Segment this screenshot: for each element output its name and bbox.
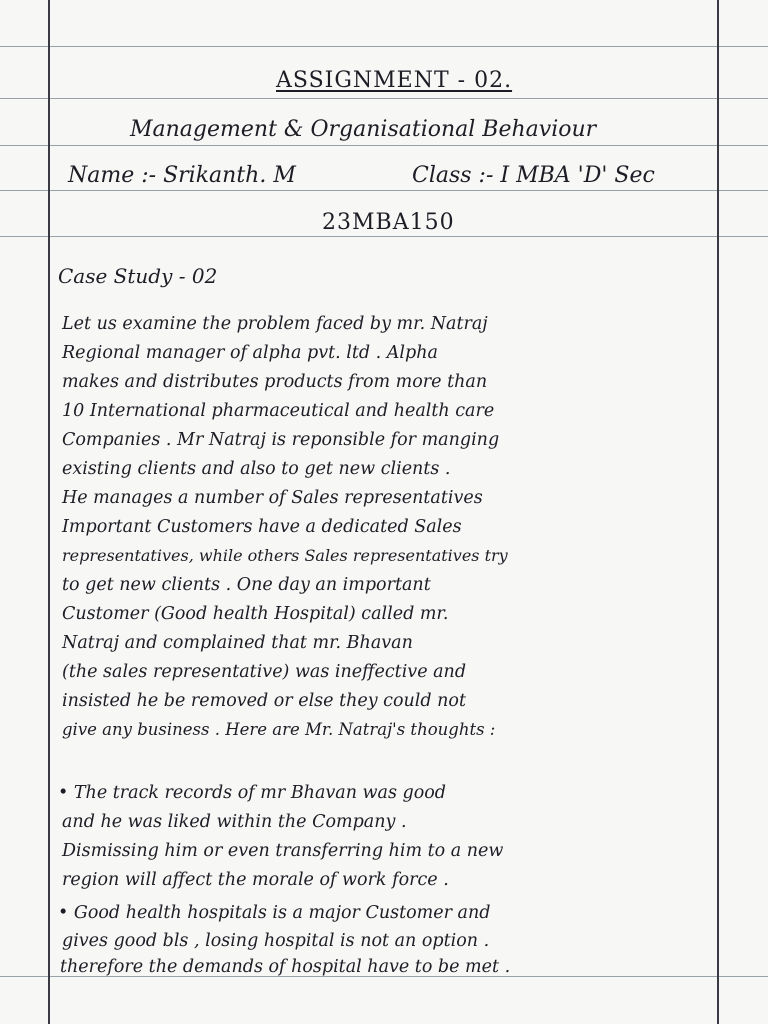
paragraph-line: He manages a number of Sales representatives: [62, 488, 483, 508]
paragraph-line: Regional manager of alpha pvt. ltd . Alpha: [62, 343, 438, 363]
paragraph-line: Companies . Mr Natraj is reponsible for manging: [62, 430, 500, 450]
right-margin-line: [717, 0, 719, 1024]
bullet-line: Dismissing him or even transferring him to a new: [62, 841, 504, 861]
paragraph-line: representatives, while others Sales representatives try: [62, 546, 508, 565]
subject-title: Management & Organisational Behaviour: [130, 117, 597, 142]
ruled-line: [0, 190, 768, 191]
paragraph-line: give any business . Here are Mr. Natraj's thoughts :: [62, 720, 496, 739]
paragraph-line: existing clients and also to get new clients .: [62, 459, 451, 479]
paragraph-line: Let us examine the problem faced by mr. Natraj: [62, 314, 488, 334]
student-class: Class :- I MBA 'D' Sec: [412, 163, 655, 188]
student-name: Name :- Srikanth. M: [68, 163, 296, 188]
ruled-line: [0, 46, 768, 47]
ruled-line: [0, 98, 768, 99]
paragraph-line: makes and distributes products from more than: [62, 372, 488, 392]
paragraph-line: 10 International pharmaceutical and health care: [62, 401, 495, 421]
paragraph-line: insisted he be removed or else they could not: [62, 691, 466, 711]
left-margin-line: [48, 0, 50, 1024]
paragraph-line: Important Customers have a dedicated Sales: [62, 517, 462, 537]
paragraph-line: (the sales representative) was ineffective and: [62, 662, 467, 682]
bullet-line: • Good health hospitals is a major Customer and: [58, 903, 491, 923]
roll-number: 23MBA150: [322, 210, 455, 235]
bullet-line: region will affect the morale of work force .: [62, 870, 449, 890]
bullet-line: • The track records of mr Bhavan was good: [58, 783, 446, 803]
ruled-line: [0, 236, 768, 237]
assignment-title: ASSIGNMENT - 02.: [276, 68, 513, 93]
bullet-line: and he was liked within the Company .: [62, 812, 407, 832]
paragraph-line: Customer (Good health Hospital) called mr.: [62, 604, 449, 624]
bullet-line: gives good bls , losing hospital is not an option .: [62, 931, 490, 951]
paragraph-line: to get new clients . One day an important: [62, 575, 431, 595]
ruled-line: [0, 145, 768, 146]
paragraph-line: Natraj and complained that mr. Bhavan: [62, 633, 413, 653]
bullet-line: therefore the demands of hospital have to be met .: [60, 957, 511, 977]
case-study-heading: Case Study - 02: [58, 264, 218, 288]
